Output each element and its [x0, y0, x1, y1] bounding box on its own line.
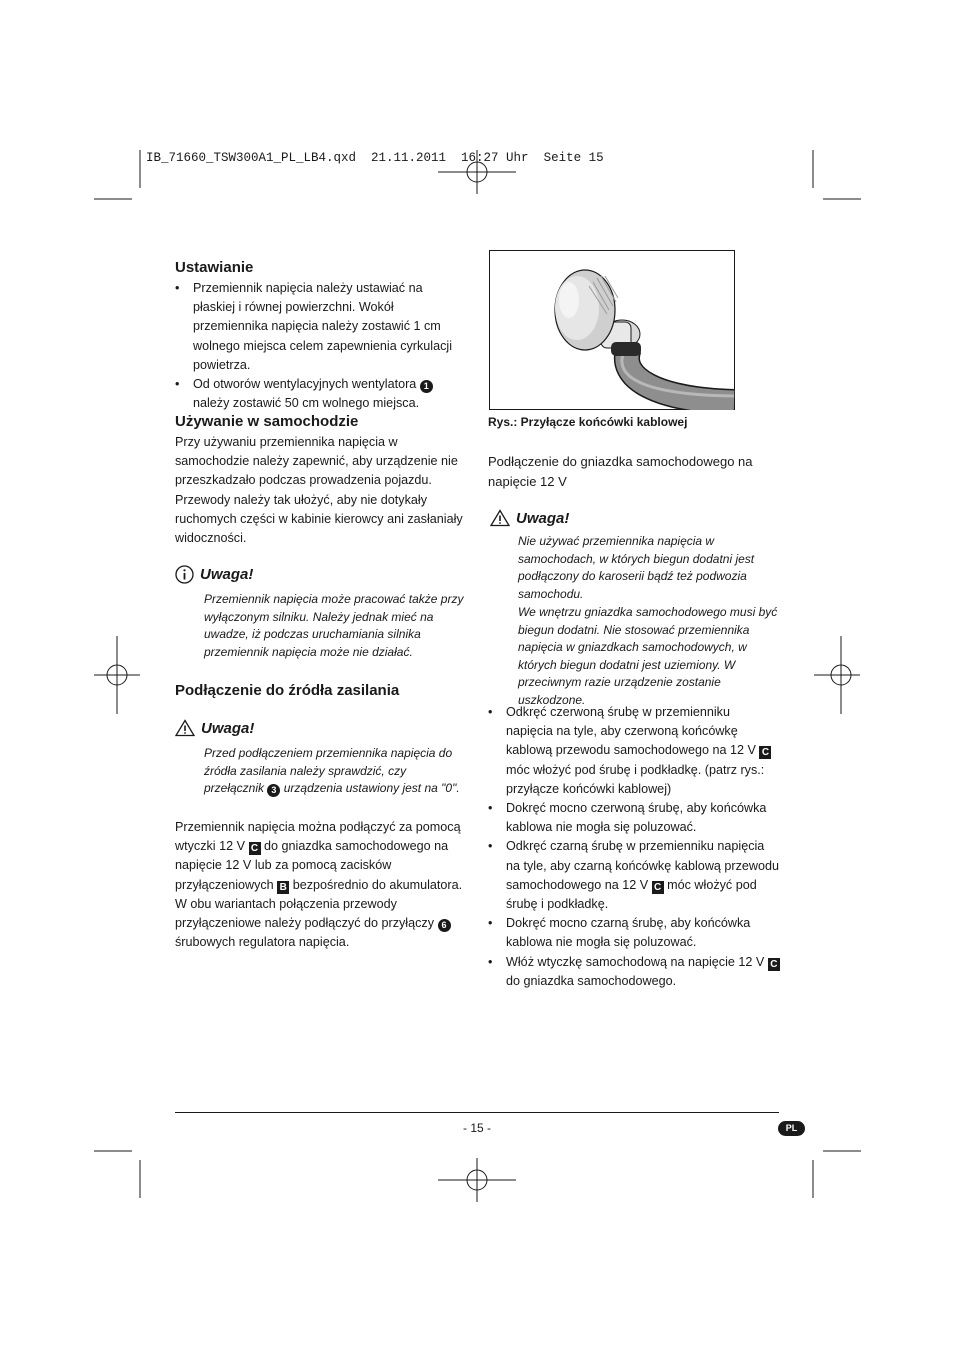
note3-p2: We wnętrzu gniazdka samochodowego musi być biegun dodatni. Nie stosować przemiennika napięcia w gniazdkach samochodowych, w których biegun dodatni jest uziemiony. W przeciwnym razie urządzenie zostanie uszkodzone. [518, 605, 778, 707]
file-header: IB_71660_TSW300A1_PL_LB4.qxd 21.11.2011 16:27 Uhr Seite 15 [146, 151, 604, 165]
section-title-zasilanie: Podłączenie do źródła zasilania [175, 682, 400, 699]
list-item: • Odkręć czarną śrubę w przemienniku napięcia na tyle, aby czarną końcówkę kablową przewodu samochodowego na 12 V C móc włożyć pod śrubę i podkładkę. [488, 837, 780, 914]
note-heading: Uwaga! [175, 719, 254, 737]
ref-marker: C [759, 746, 771, 759]
connect-paragraph: Przemiennik napięcia można podłączyć za pomocą wtyczki 12 V C do gniazdka samochodowego na napięcie 12 V lub za pomocą zacisków przyłączeniowych B bezpośrednio do akumulatora. W obu wariantach połączenia przewody przyłączeniowe należy podłączyć do przyłączy 6 śrubowych regulatora napięcia. [175, 820, 463, 950]
samochod-p2: Przewody należy tak ułożyć, aby nie dotykały ruchomych części w kabinie kierowcy ani zasłaniały widoczności. [175, 493, 463, 546]
footer-rule [175, 1112, 779, 1113]
note3-p1: Nie używać przemiennika napięcia w samochodach, w których biegun dodatni jest podłączony do karoserii bądź też podwozia samochodu. [518, 534, 755, 601]
section-title-samochod: Używanie w samochodzie [175, 413, 359, 430]
note-heading: Uwaga! [175, 565, 253, 584]
list-item: • Włóż wtyczkę samochodową na napięcie 12 V C do gniazdka samochodowego. [488, 953, 780, 991]
ref-marker: 1 [420, 380, 433, 393]
samochod-p1: Przy używaniu przemiennika napięcia w samochodzie należy zapewnić, aby urządzenie nie przeszkadzało podczas prowadzenia pojazdu. [175, 435, 458, 488]
note1-text: Przemiennik napięcia może pracować także przy wyłączonym silniku. Należy jednak mieć na uwadze, iż podczas uruchamiania silnika przemiennik napięcia może nie działać. [204, 592, 464, 659]
warning-icon [175, 719, 195, 737]
note2-text: Przed podłączeniem przemiennika napięcia do źródła zasilania należy sprawdzić, czy przełącznik 3 urządzenia ustawiony jest na "0". [204, 746, 460, 796]
ref-marker: C [249, 842, 261, 855]
cable-terminal-figure [489, 250, 735, 410]
list-item: • Odkręć czerwoną śrubę w przemienniku napięcia na tyle, aby czerwoną końcówkę kablową przewodu samochodowego na 12 V C móc włożyć pod śrubę i podkładkę. (patrz rys.: przyłącze końcówki kablowej) [488, 703, 780, 799]
ref-marker: B [277, 881, 289, 894]
ref-marker: C [768, 958, 780, 971]
list-item: • Dokręć mocno czarną śrubę, aby końcówka kablowa nie mogła się poluzować. [488, 914, 780, 952]
ref-marker: 6 [438, 919, 451, 932]
list-item: • Dokręć mocno czerwoną śrubę, aby końcówka kablowa nie mogła się poluzować. [488, 799, 780, 837]
ref-marker: C [652, 881, 664, 894]
section-title-ustawianie: Ustawianie [175, 259, 254, 276]
language-badge: PL [778, 1121, 805, 1136]
ref-marker: 3 [267, 784, 280, 797]
page-number: - 15 - [462, 1121, 491, 1135]
ustawianie-list [175, 279, 465, 413]
warning-icon [490, 509, 510, 527]
info-icon [175, 565, 194, 584]
list-item: • Od otworów wentylacyjnych wentylatora 1 należy zostawić 50 cm wolnego miejsca. [175, 375, 465, 413]
list-item: • Przemiennik napięcia należy ustawiać na płaskiej i równej powierzchni. Wokół przemiennika napięcia należy zostawić 1 cm wolnego miejsca celem zapewnienia cyrkulacji powietrza. [175, 279, 465, 375]
steps-list [488, 703, 780, 991]
section-title-gniazdko: Podłączenie do gniazdka samochodowego na napięcie 12 V [488, 454, 753, 489]
note-heading: Uwaga! [490, 509, 569, 527]
figure-caption: Rys.: Przyłącze końcówki kablowej [488, 415, 688, 429]
